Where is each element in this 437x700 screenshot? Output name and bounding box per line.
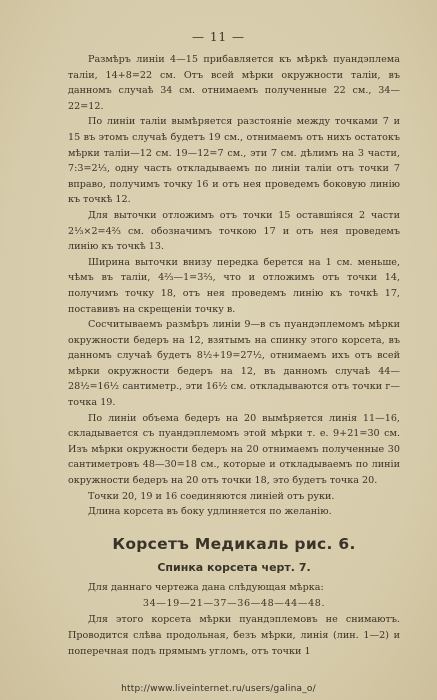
paragraph: Длина корсета въ боку удлиняется по желанію. — [88, 506, 332, 518]
paragraph: Точки 20, 19 и 16 соединяются линіей отъ руки. — [88, 490, 335, 502]
body-text — [68, 52, 400, 520]
paragraph: По линіи таліи вымѣряется разстояніе между точками 7 и 15 въ этомъ случаѣ будетъ 19 см., отнимаемъ отъ нихъ остатокъ мѣрки таліи—12 см. 19—12=7 см., эти 7 см. дѣлимъ на 3 части, 7:3=2⅓, одну часть откладываемъ по линіи таліи отъ точки 7 вправо, получимъ точку 16 и отъ нея проведемъ боковую линію къ точкѣ 12. — [68, 116, 400, 206]
subsection-heading: Спинка корсета черт. 7. — [157, 561, 311, 574]
page-number: — 11 — — [192, 30, 245, 44]
tail-text — [68, 580, 400, 660]
paragraph: Ширина выточки внизу передка берется на 1 см. меньше, чѣмъ въ таліи, 4⅔—1=3⅔, что и отложимъ отъ точки 14, получимъ точку 18, отъ нея проведемъ линію къ точкѣ 17, поставивъ на скрещеніи точку в. — [68, 256, 400, 315]
paragraph: Для этого корсета мѣрки пуандэплемовъ не снимаютъ. Проводится слѣва продольная, безъ мѣрки, линія (лин. 1—2) и поперечная подъ прямымъ угломъ, отъ точки 1 — [68, 614, 400, 657]
paragraph: Сосчитываемъ размѣръ линіи 9—в съ пуандэплемомъ мѣрки окружности бедеръ на 12, взятымъ на спинку этого корсета, въ данномъ случаѣ будетъ 8½+19=27½, отнимаемъ ихъ отъ всей мѣрки окружности бедеръ на 12, въ данномъ случаѣ 44—28½=16½ сантиметр., эти 16½ см. откладываются отъ точки г—точка 19. — [68, 319, 400, 409]
paragraph: Для выточки отложимъ отъ точки 15 оставшіяся 2 части 2⅓×2=4⅔ см. обозначимъ точкою 17 и отъ нея проведемъ линію къ точкѣ 13. — [68, 209, 400, 253]
measurement-list: 34—19—21—37—36—48—44—48. — [142, 598, 326, 609]
section-heading: Корсетъ Медикаль рис. 6. — [112, 535, 356, 553]
footer-url: http://www.liveinternet.ru/users/galina_o/ — [121, 684, 316, 694]
paragraph: Для даннаго чертежа дана слѣдующая мѣрка: — [88, 582, 324, 593]
paragraph: Размѣръ линіи 4—15 прибавляется къ мѣркѣ пуандэплема таліи, 14+8=22 см. Отъ всей мѣрки окружности таліи, въ данномъ случаѣ 34 см. отнимаемъ полученные 22 см., 34—22=12. — [68, 54, 400, 112]
paragraph: По линіи объема бедеръ на 20 вымѣряется линія 11—16, складывается съ пуандэплемомъ этой мѣрки т. е. 9+21=30 см. Изъ мѣрки окружности бедеръ на 20 отнимаемъ полученные 30 сантиметровъ 48—30=18 см., которые и откладываемъ по линіи окружности бедеръ на 20 отъ точки 18, это будетъ точка 20. — [68, 412, 400, 487]
